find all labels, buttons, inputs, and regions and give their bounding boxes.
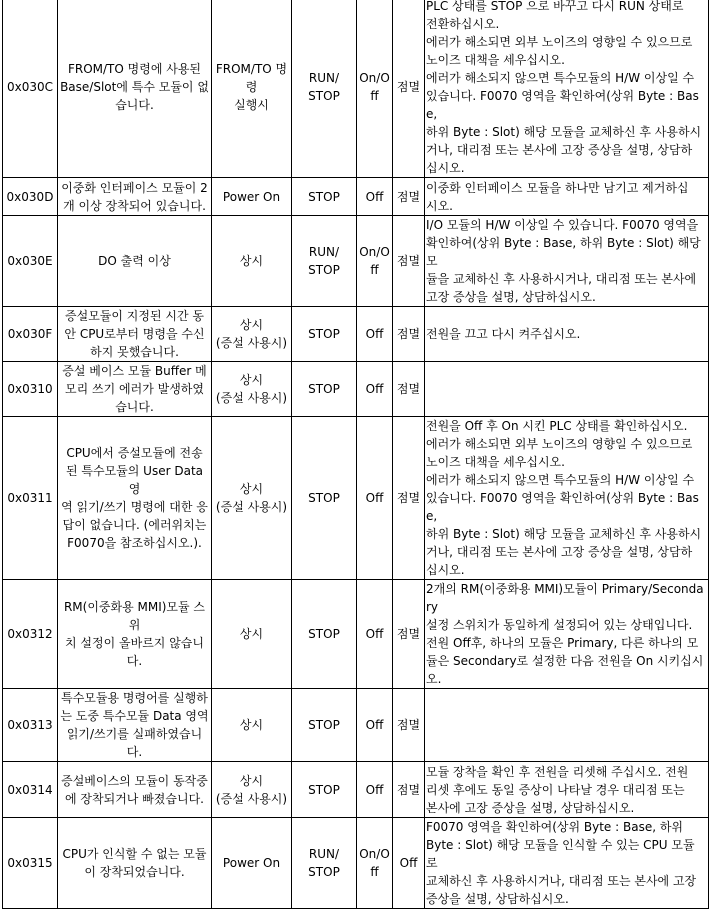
- action-cell: [425, 0, 709, 178]
- cpu-state-cell-line: STOP: [308, 718, 340, 732]
- table-row: [3, 689, 709, 762]
- led-state-cell: Off: [357, 417, 393, 580]
- error-cause-cell-line: 안 CPU로부터 명령을 수신: [64, 327, 205, 341]
- cpu-state-cell: [292, 216, 357, 307]
- error-cause-cell-line: 답이 없습니다. (에러위치는: [62, 518, 207, 532]
- action-cell-line: 확인하여(상위 Byte : Base, 하위 Byte : Slot) 해당 모: [426, 236, 701, 268]
- led-state-cell: Off: [357, 689, 393, 762]
- action-cell: [425, 689, 709, 762]
- blink-flag-cell: 점멸: [393, 580, 425, 689]
- detect-condition-cell-line: FROM/TO 명령: [215, 62, 288, 94]
- action-cell-line: 듈을 교체하신 후 사용하시거나, 대리점 또는 본사에: [426, 272, 697, 286]
- detect-condition-cell: [212, 307, 292, 362]
- error-cause-cell-line: 된 특수모듈의 User Data 영: [66, 464, 203, 496]
- detect-condition-cell-line: Power On: [222, 189, 281, 204]
- error-cause-cell: [58, 580, 212, 689]
- action-cell-line: 거나, 대리점 또는 본사에 고장 증상을 설명, 상담하: [426, 143, 693, 157]
- error-cause-cell-line: Base/Slot에 특수 모듈이 없: [60, 80, 209, 94]
- error-cause-cell-line: 다.: [126, 654, 143, 668]
- action-cell-line: 십시오.: [426, 563, 465, 577]
- detect-condition-cell: [212, 0, 292, 178]
- error-cause-cell: [58, 818, 212, 909]
- action-cell: [425, 216, 709, 307]
- detect-condition-cell-line: (증설 사용시): [215, 791, 288, 806]
- error-cause-cell: [58, 307, 212, 362]
- error-code-cell: 0x0315: [3, 818, 58, 909]
- action-cell-line: I/O 모듈의 H/W 이상일 수 있습니다. F0070 영역을: [426, 218, 699, 232]
- error-code-cell: 0x0313: [3, 689, 58, 762]
- cpu-state-cell: [292, 0, 357, 178]
- action-cell-line: 교체하신 후 사용하시거나, 대리점 또는 본사에 고장: [426, 874, 697, 888]
- cpu-state-cell-line: STOP: [308, 263, 340, 277]
- blink-flag-cell: 점멸: [393, 689, 425, 762]
- blink-flag-cell: 점멸: [393, 762, 425, 818]
- error-code-cell: 0x030C: [3, 0, 58, 178]
- error-cause-cell-line: 이 장착되었습니다.: [84, 865, 185, 879]
- blink-flag-cell: 점멸: [393, 362, 425, 417]
- error-cause-cell-line: 이중화 인터페이스 모듈이 2: [61, 180, 208, 195]
- action-cell-line: 거나, 대리점 또는 본사에 고장 증상을 설명, 상담하: [426, 545, 693, 559]
- error-code-cell: 0x0312: [3, 580, 58, 689]
- error-cause-cell-line: 읽기/쓰기를 실패하였습니: [66, 727, 203, 741]
- detect-condition-cell-line: 상시: [239, 718, 264, 732]
- led-state-cell: Off: [357, 762, 393, 818]
- error-cause-cell-line: 개 이상 장착되어 있습니다.: [63, 198, 206, 213]
- action-cell: [425, 307, 709, 362]
- table-row: [3, 417, 709, 580]
- error-cause-cell-line: DO 출력 이상: [98, 254, 171, 268]
- cpu-state-cell-line: RUN/: [308, 245, 340, 259]
- action-cell-line: 증상을 설명, 상담하십시오.: [426, 892, 569, 906]
- cpu-state-cell: [292, 580, 357, 689]
- action-cell: [425, 362, 709, 417]
- action-cell: [425, 818, 709, 909]
- action-cell-line: 듈은 Secondary로 설정한 다음 전원을 On 시키십시: [426, 654, 704, 668]
- error-cause-cell: [58, 216, 212, 307]
- error-code-cell: 0x0314: [3, 762, 58, 818]
- table-row: [3, 362, 709, 417]
- action-cell-line: 에러가 해소되면 외부 노이즈의 영향일 수 있으므로: [426, 437, 693, 451]
- action-cell-line: 있습니다. F0070 영역을 확인하여(상위 Byte : Base,: [426, 89, 699, 121]
- cpu-state-cell: [292, 178, 357, 216]
- led-state-cell: Off: [357, 580, 393, 689]
- table-body: [3, 0, 709, 909]
- action-cell-line: 전원 Off후, 하나의 모듈은 Primary, 다른 하나의 모: [426, 636, 699, 650]
- action-cell-line: 이중화 인터페이스 모듈을 하나만 남기고 제거하십: [426, 180, 689, 195]
- error-cause-cell: [58, 362, 212, 417]
- error-cause-cell-line: 증설베이스의 모듈이 동작중: [61, 773, 208, 788]
- detect-condition-cell-line: 상시: [239, 482, 264, 496]
- error-cause-cell-line: 하지 못했습니다.: [90, 345, 179, 359]
- error-code-cell: 0x0310: [3, 362, 58, 417]
- cpu-state-cell-line: STOP: [308, 89, 340, 103]
- cpu-state-cell: [292, 762, 357, 818]
- error-code-table: [2, 0, 709, 909]
- blink-flag-cell: 점멸: [393, 178, 425, 216]
- error-cause-cell-line: CPU에서 증설모듈에 전송: [66, 446, 203, 460]
- action-cell-line: 리셋 후에도 동일 증상이 나타날 경우 대리점 또는: [426, 782, 685, 797]
- action-cell: [425, 417, 709, 580]
- action-cell-line: 노이즈 대책을 세우십시오.: [426, 455, 565, 469]
- cpu-state-cell-line: STOP: [308, 382, 340, 396]
- error-code-cell: 0x030E: [3, 216, 58, 307]
- error-cause-cell-line: 역 읽기/쓰기 명령에 대한 응: [61, 500, 208, 514]
- cpu-state-cell: [292, 362, 357, 417]
- error-code-cell: 0x030D: [3, 178, 58, 216]
- action-cell-line: PLC 상태를 STOP 으로 바꾸고 다시 RUN 상태로: [426, 0, 684, 13]
- action-cell-line: 2개의 RM(이중화용 MMI)모듈이 Primary/Secondary: [426, 582, 704, 614]
- error-cause-cell: [58, 689, 212, 762]
- detect-condition-cell-line: Power On: [222, 856, 281, 870]
- action-cell-line: 모듈 장착을 확인 후 전원을 리셋해 주십시오. 전원: [426, 764, 689, 779]
- error-cause-cell-line: 는 도중 특수모듈 Data 영역: [60, 709, 209, 723]
- error-code-cell: 0x0311: [3, 417, 58, 580]
- action-cell-line: 전환하십시오.: [426, 17, 500, 31]
- detect-condition-cell-line: (증설 사용시): [215, 391, 288, 405]
- table-row: [3, 580, 709, 689]
- error-code-cell: 0x030F: [3, 307, 58, 362]
- detect-condition-cell-line: 실행시: [234, 98, 269, 112]
- action-cell-line: 하위 Byte : Slot) 해당 모듈을 교체하신 후 사용하시: [426, 527, 702, 541]
- error-cause-cell-line: F0070을 참조하십시오.).: [67, 536, 202, 550]
- cpu-state-cell-line: STOP: [308, 627, 340, 641]
- cpu-state-cell-line: STOP: [308, 491, 340, 505]
- table-row: [3, 762, 709, 818]
- error-cause-cell-line: 치 설정이 올바르지 않습니: [65, 636, 204, 650]
- action-cell-line: 오.: [426, 672, 442, 686]
- detect-condition-cell-line: (증설 사용시): [215, 500, 288, 514]
- error-cause-cell-line: 모리 쓰기 에러가 발생하였: [65, 382, 204, 396]
- detect-condition-cell: [212, 762, 292, 818]
- action-cell-line: 십시오.: [426, 161, 465, 175]
- action-cell: [425, 762, 709, 818]
- detect-condition-cell: [212, 689, 292, 762]
- error-cause-cell-line: 에 장착되거나 빠졌습니다.: [65, 791, 204, 806]
- action-cell-line: 전원을 Off 후 On 시킨 PLC 상태를 확인하십시오.: [426, 419, 688, 433]
- table-row: [3, 818, 709, 909]
- error-cause-cell-line: 다.: [126, 745, 143, 759]
- error-cause-cell-line: 증설 베이스 모듈 Buffer 메: [62, 364, 207, 378]
- action-cell-line: 전원을 끄고 다시 켜주십시오.: [426, 327, 581, 341]
- error-cause-cell: [58, 417, 212, 580]
- blink-flag-cell: 점멸: [393, 216, 425, 307]
- cpu-state-cell: [292, 307, 357, 362]
- error-cause-cell-line: 습니다.: [115, 98, 154, 112]
- blink-flag-cell: 점멸: [393, 0, 425, 178]
- error-cause-cell-line: FROM/TO 명령에 사용된: [67, 62, 202, 76]
- detect-condition-cell-line: 상시: [239, 773, 264, 788]
- detect-condition-cell-line: (증설 사용시): [215, 336, 288, 350]
- detect-condition-cell: [212, 216, 292, 307]
- error-cause-cell-line: 특수모듈용 명령어를 실행하: [61, 691, 208, 705]
- error-cause-cell: [58, 762, 212, 818]
- action-cell-line: 본사에 고장 증상을 설명, 상담하십시오.: [426, 800, 635, 815]
- cpu-state-cell: [292, 818, 357, 909]
- error-cause-cell: [58, 0, 212, 178]
- error-cause-cell-line: 증설모듈이 지정된 시간 동: [65, 309, 204, 323]
- cpu-state-cell-line: STOP: [308, 865, 340, 879]
- action-cell-line: 노이즈 대책을 세우십시오.: [426, 53, 565, 67]
- detect-condition-cell-line: 상시: [239, 254, 264, 268]
- blink-flag-cell: Off: [393, 818, 425, 909]
- action-cell-line: 설정 스위치가 동일하게 설정되어 있는 상태입니다.: [426, 618, 693, 632]
- action-cell-line: 하위 Byte : Slot) 해당 모듈을 교체하신 후 사용하시: [426, 125, 702, 139]
- cpu-state-cell-line: STOP: [308, 189, 340, 204]
- cpu-state-cell-line: STOP: [308, 327, 340, 341]
- action-cell-line: F0070 영역을 확인하여(상위 Byte : Base, 하위: [426, 820, 684, 834]
- action-cell: [425, 580, 709, 689]
- table-row: [3, 216, 709, 307]
- led-state-cell: On/Off: [357, 818, 393, 909]
- blink-flag-cell: 점멸: [393, 417, 425, 580]
- error-cause-cell-line: 습니다.: [115, 400, 154, 414]
- led-state-cell: On/Off: [357, 216, 393, 307]
- action-cell-line: 고장 증상을 설명, 상담하십시오.: [426, 290, 596, 304]
- action-cell-line: Byte : Slot) 해당 모듈을 인식할 수 있는 CPU 모듈로: [426, 838, 695, 870]
- action-cell: [425, 178, 709, 216]
- error-cause-cell-line: RM(이중화용 MMI)모듈 스위: [63, 600, 206, 632]
- table-row: [3, 178, 709, 216]
- action-cell-line: 있습니다. F0070 영역을 확인하여(상위 Byte : Base,: [426, 491, 699, 523]
- detect-condition-cell: [212, 417, 292, 580]
- detect-condition-cell-line: 상시: [239, 627, 264, 641]
- action-cell-line: 에러가 해소되면 외부 노이즈의 영향일 수 있으므로: [426, 35, 693, 49]
- led-state-cell: Off: [357, 178, 393, 216]
- cpu-state-cell: [292, 689, 357, 762]
- table-row: [3, 0, 709, 178]
- detect-condition-cell: [212, 362, 292, 417]
- cpu-state-cell: [292, 417, 357, 580]
- detect-condition-cell-line: 상시: [239, 318, 264, 332]
- cpu-state-cell-line: STOP: [308, 782, 340, 797]
- led-state-cell: Off: [357, 362, 393, 417]
- detect-condition-cell: [212, 580, 292, 689]
- cpu-state-cell-line: RUN/: [308, 71, 340, 85]
- detect-condition-cell-line: 상시: [239, 373, 264, 387]
- cpu-state-cell-line: RUN/: [308, 847, 340, 861]
- led-state-cell: Off: [357, 307, 393, 362]
- action-cell-line: 에러가 해소되지 않으면 특수모듈의 H/W 이상일 수: [426, 71, 695, 85]
- action-cell-line: 에러가 해소되지 않으면 특수모듈의 H/W 이상일 수: [426, 473, 695, 487]
- table-row: [3, 307, 709, 362]
- action-cell-line: 시오.: [426, 198, 453, 213]
- led-state-cell: On/Off: [357, 0, 393, 178]
- detect-condition-cell: [212, 818, 292, 909]
- blink-flag-cell: 점멸: [393, 307, 425, 362]
- error-cause-cell: [58, 178, 212, 216]
- detect-condition-cell: [212, 178, 292, 216]
- error-cause-cell-line: CPU가 인식할 수 없는 모듈: [62, 847, 207, 861]
